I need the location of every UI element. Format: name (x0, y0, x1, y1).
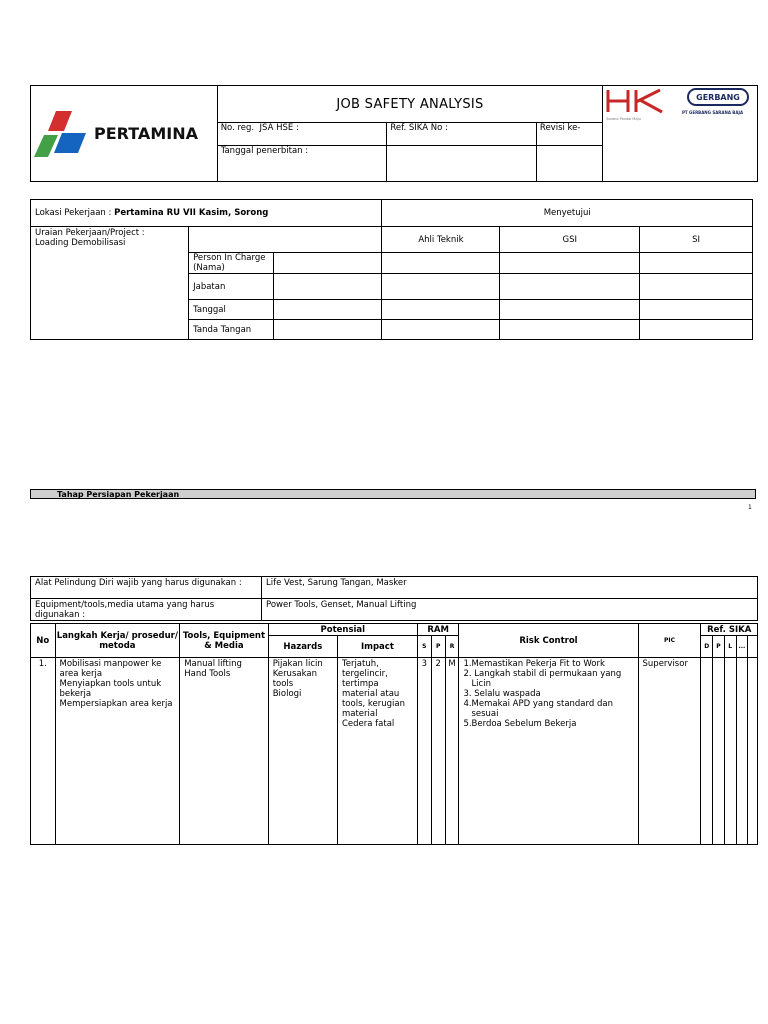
document-title: JOB SAFETY ANALYSIS (217, 86, 603, 123)
row-r: M (445, 658, 459, 845)
jabatan-blank-1 (273, 274, 382, 300)
col-hazards: Hazards (268, 636, 337, 658)
tanggal-empty-1 (387, 145, 537, 181)
header-table (30, 85, 758, 182)
col-potensial: Potensial (268, 624, 417, 636)
apd-value: Life Vest, Sarung Tangan, Masker (262, 577, 758, 599)
col-p2: P (713, 636, 725, 658)
lokasi-value: Pertamina RU VII Kasim, Sorong (114, 208, 269, 218)
col-s: S (417, 636, 431, 658)
col-ref-sika: Ref. SIKA (701, 624, 758, 636)
row-pic: Supervisor (638, 658, 701, 845)
gerbang-tagline: PT GERBANG SARANA BAJA (682, 110, 744, 115)
approver-ahli-teknik: Ahli Teknik (382, 227, 500, 253)
lokasi-label: Lokasi Pekerjaan : (35, 208, 112, 218)
impact-item: Cedera fatal (341, 719, 395, 729)
table-row (31, 658, 758, 845)
jsa-table (30, 623, 758, 845)
hazard-item: Pijakan licin (272, 659, 323, 669)
row-label-pic: Person In Charge (Nama) (189, 253, 273, 274)
row-label-jabatan: Jabatan (189, 274, 273, 300)
jabatan-blank-4 (640, 274, 753, 300)
ttd-blank-4 (640, 320, 753, 340)
tanggal-blank-1 (273, 300, 382, 320)
col-risk-control: Risk Control (459, 624, 638, 658)
uraian-label: Uraian Pekerjaan/Project : (35, 228, 145, 238)
row-tools (180, 658, 268, 845)
stage-band: Tahap Persiapan Pekerjaan (30, 489, 756, 499)
apd-label: Alat Pelindung Diri wajib yang harus digunakan : (31, 577, 262, 599)
pic-blank-4 (640, 253, 753, 274)
hazard-item: Biologi (272, 689, 302, 699)
ref-sika-label: Ref. SIKA No : (387, 123, 537, 145)
company-name: PERTAMINA (94, 124, 198, 143)
col-p: P (431, 636, 445, 658)
revisi-label: Revisi ke- (536, 123, 602, 145)
row-extra (748, 658, 758, 845)
row-risk-control (459, 658, 638, 845)
col-pic: PIC (638, 624, 701, 658)
approver-gsi: GSI (500, 227, 640, 253)
page-number: 1 (748, 504, 752, 511)
approver-si: SI (640, 227, 753, 253)
row-langkah (55, 658, 180, 845)
ttd-blank-2 (382, 320, 500, 340)
no-reg-value: JSA HSE : (259, 123, 299, 134)
row-hazards (268, 658, 337, 845)
hazard-item: Kerusakan tools (272, 669, 317, 689)
uraian-value: Loading Demobilisasi (35, 238, 126, 248)
gerbang-logo (682, 88, 754, 121)
equipment-label: Equipment/tools,media utama yang harus digunakan : (31, 599, 262, 621)
col-impact: Impact (337, 636, 417, 658)
col-langkah: Langkah Kerja/ prosedur/ metoda (55, 624, 180, 658)
gerbang-logo-text: GERBANG (696, 92, 740, 102)
tanggal-penerbitan-label: Tanggal penerbitan : (217, 145, 387, 181)
jabatan-blank-2 (382, 274, 500, 300)
no-reg-cell (217, 123, 387, 145)
risk-control-item: 4.Memakai APD yang standard dan sesuai (463, 699, 613, 719)
impact-item: Terjatuh, tergelincir, tertimpa material atau tools, kerugian material (341, 659, 405, 719)
pertamina-logo-icon (34, 111, 88, 157)
col-d: D (701, 636, 713, 658)
tanggal-blank-4 (640, 300, 753, 320)
jabatan-blank-3 (500, 274, 640, 300)
tools-item: Hand Tools (184, 669, 231, 679)
hk-tagline: Sarana Pandai Maju (606, 117, 641, 121)
tools-item: Manual lifting (184, 659, 242, 669)
pic-blank-2 (382, 253, 500, 274)
tanggal-blank-3 (500, 300, 640, 320)
approval-table (30, 199, 753, 340)
pertamina-logo-cell (31, 86, 218, 182)
row-no: 1. (31, 658, 56, 845)
uraian-cell (31, 227, 189, 340)
tanggal-blank-2 (382, 300, 500, 320)
row-p: 2 (431, 658, 445, 845)
row-impact (337, 658, 417, 845)
hk-logo-icon (606, 88, 664, 114)
col-ram: RAM (417, 624, 459, 636)
col-tools: Tools, Equipment & Media (180, 624, 268, 658)
risk-control-item: 3. Selalu waspada (463, 689, 541, 699)
langkah-item: Mobilisasi manpower ke area kerja (59, 659, 162, 679)
row-label-tanda-tangan: Tanda Tangan (189, 320, 273, 340)
col-no: No (31, 624, 56, 658)
row-d (701, 658, 713, 845)
row-label-tanggal: Tanggal (189, 300, 273, 320)
risk-control-item: 1.Memastikan Pekerja Fit to Work (463, 659, 605, 669)
risk-control-item: 5.Berdoa Sebelum Bekerja (463, 719, 577, 729)
ttd-blank-1 (273, 320, 382, 340)
risk-control-item: 2. Langkah stabil di permukaan yang Licin (463, 669, 622, 689)
row-s: 3 (417, 658, 431, 845)
equipment-value: Power Tools, Genset, Manual Lifting (262, 599, 758, 621)
pic-blank-1 (273, 253, 382, 274)
partner-logos (603, 86, 758, 182)
no-reg-label: No. reg. (220, 123, 255, 134)
lokasi-cell (31, 200, 382, 227)
row-p2 (713, 658, 725, 845)
tanggal-empty-2 (536, 145, 602, 181)
hk-logo (606, 88, 668, 121)
pic-blank-3 (500, 253, 640, 274)
row-dots (736, 658, 748, 845)
col-dots: ... (736, 636, 748, 658)
col-extra (748, 636, 758, 658)
langkah-item: Mempersiapkan area kerja (59, 699, 173, 709)
menyetujui-label: Menyetujui (382, 200, 753, 227)
row-l (724, 658, 736, 845)
langkah-item: Menyiapkan tools untuk bekerja (59, 679, 162, 699)
ttd-blank-3 (500, 320, 640, 340)
col-l: L (724, 636, 736, 658)
col-r: R (445, 636, 459, 658)
apd-table (30, 576, 758, 621)
uraian-empty (189, 227, 382, 253)
